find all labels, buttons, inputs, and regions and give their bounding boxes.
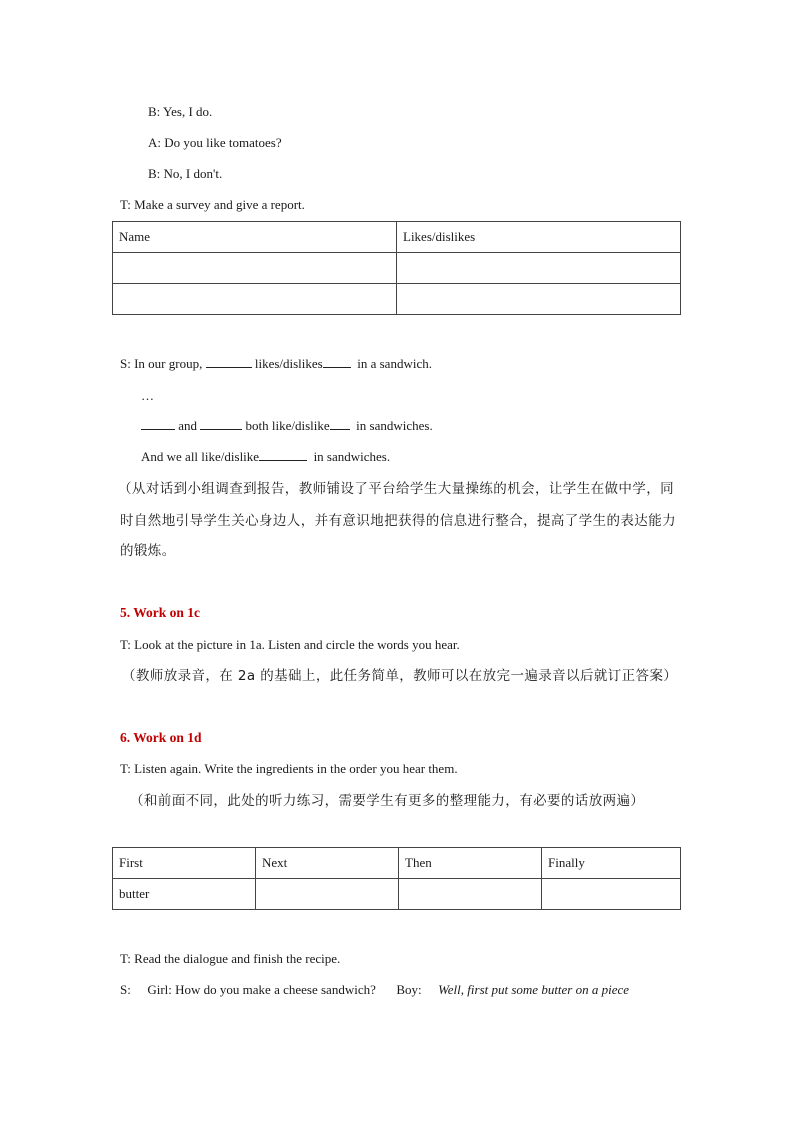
girl-line: Girl: How do you make a cheese sandwich? <box>147 982 376 997</box>
answer-blank <box>330 418 350 430</box>
report-text: in sandwiches. <box>356 418 433 433</box>
order-cell: butter <box>113 879 256 910</box>
survey-cell <box>113 253 397 284</box>
report-text: both like/dislike <box>245 418 330 433</box>
table-row <box>113 222 681 253</box>
section-5-instruction: T: Look at the picture in 1a. Listen and circle the words you hear. <box>120 637 460 652</box>
order-cell <box>256 879 399 910</box>
survey-cell <box>397 284 681 315</box>
report-text: likes/dislikes <box>254 356 323 371</box>
survey-header-likes: Likes/dislikes <box>397 222 681 253</box>
section-5-note: （教师放录音，在 2a 的基础上，此任务简单，教师可以在放完一遍录音以后就订正答案） <box>122 668 678 684</box>
answer-blank <box>259 449 307 461</box>
section-6-note: （和前面不同，此处的听力练习，需要学生有更多的整理能力，有必要的话放两遍） <box>130 793 645 809</box>
section-5-heading: 5. Work on 1c <box>120 605 201 620</box>
order-header-finally: Finally <box>542 848 681 879</box>
report-text: in sandwiches. <box>313 449 391 464</box>
order-header-next: Next <box>256 848 399 879</box>
table-row <box>113 253 681 284</box>
dialogue-line-3: B: No, I don't. <box>148 166 223 181</box>
survey-header-name: Name <box>113 222 397 253</box>
teacher-note-line: 时自然地引导学生关心身边人，并有意识地把获得的信息进行整合，提高了学生的表达能力 <box>120 513 676 529</box>
report-text: in a sandwich. <box>357 356 432 371</box>
table-row <box>113 284 681 315</box>
report-ellipsis: … <box>141 388 154 403</box>
boy-label: Boy: <box>396 982 422 997</box>
survey-cell <box>397 253 681 284</box>
final-dialogue-line <box>120 982 629 998</box>
answer-blank <box>200 418 242 430</box>
order-header-first: First <box>113 848 256 879</box>
report-line-2 <box>141 418 433 434</box>
table-row <box>113 848 681 879</box>
report-line-1 <box>120 356 432 372</box>
report-text: S: In our group, <box>120 356 203 371</box>
dialogue-line-1: B: Yes, I do. <box>148 104 213 119</box>
report-line-3 <box>141 449 390 465</box>
table-row <box>113 879 681 910</box>
teacher-note-line: （从对话到小组调查到报告，教师铺设了平台给学生大量操练的机会，让学生在做中学，同 <box>118 481 674 497</box>
order-cell <box>399 879 542 910</box>
report-text: And we all like/dislike <box>141 449 260 464</box>
boy-line: Well, first put some butter on a piece <box>438 982 630 997</box>
ingredient-order-table <box>112 847 681 910</box>
answer-blank <box>141 418 175 430</box>
recipe-instruction: T: Read the dialogue and finish the recipe. <box>120 951 341 966</box>
order-header-then: Then <box>399 848 542 879</box>
order-cell <box>542 879 681 910</box>
answer-blank <box>323 356 351 368</box>
teacher-note-line: 的锻炼。 <box>120 543 176 559</box>
speaker-label: S: <box>120 982 131 997</box>
answer-blank <box>206 356 252 368</box>
survey-cell <box>113 284 397 315</box>
survey-table <box>112 221 681 315</box>
dialogue-line-2: A: Do you like tomatoes? <box>148 135 282 150</box>
section-6-heading: 6. Work on 1d <box>120 730 202 745</box>
report-text: and <box>178 418 198 433</box>
survey-instruction: T: Make a survey and give a report. <box>120 197 305 212</box>
section-6-instruction: T: Listen again. Write the ingredients in the order you hear them. <box>120 761 458 776</box>
